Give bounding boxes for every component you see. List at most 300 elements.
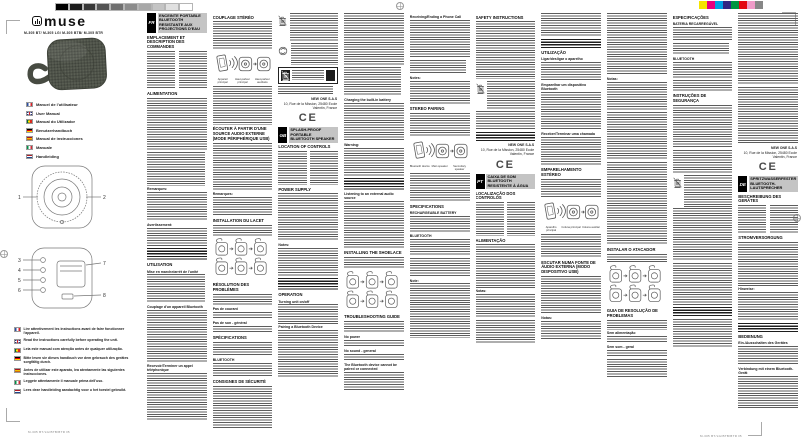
greek-paragraph [344,67,401,96]
language-label: Manuale [36,144,53,150]
grayscale-swatch [179,3,193,11]
greek-paragraph [684,175,732,206]
callout-number: 5 [18,277,21,284]
section-heading: SPÉCIFICATIONS [212,334,247,340]
color-swatch [739,1,747,9]
color-swatch [755,1,763,9]
greek-paragraph [607,13,667,75]
sub-heading: Notas: [541,316,553,321]
ce-mark: CE [758,161,778,174]
greek-paragraph [278,193,338,241]
greek-paragraph [213,143,273,191]
section-heading: POWER SUPPLY [278,186,311,192]
company-street: 10, Rue de la Mission, 25480 Ecole Valentin, France [480,147,535,157]
read-instructions-warning [14,356,140,365]
greek-paragraph [344,13,404,66]
es-flag-icon [14,368,21,373]
de-flag-icon [14,356,21,361]
brand-name: muse [44,13,87,29]
greek-paragraph [673,27,733,41]
section-heading: INSTRUÇÕES DE SEGURANÇA [672,93,707,104]
greek-paragraph [213,312,273,319]
section-heading: SPECIFICATIONS [409,203,444,209]
greek-paragraph [541,62,601,81]
company-address [477,143,535,156]
greek-paragraph [541,321,601,340]
callout-number: 4 [18,267,21,274]
section-heading: SAFETY INSTRUCTIONS [475,14,524,20]
sub-heading: Ein-/Ausschalten des Gerätes [738,341,788,346]
sub-heading: Hinweise: [738,287,755,292]
two-column-list [278,151,338,185]
section-title: SPLASH-PROOF PORTABLE BLUETOOTH SPEAKER [289,127,338,142]
greek-paragraph [213,363,273,377]
sub-heading: Pas de courant [212,307,238,312]
language-label: Benutzerhandbuch [36,127,73,133]
language-section-header [738,176,798,191]
greek-paragraph [738,292,798,321]
lanyard-steps-diagram [213,238,273,280]
column-2 [213,13,273,439]
diagram-caption: Haut-parleur auxiliaire [254,77,270,84]
section-heading: ESPECIFICAÇÕES [672,14,709,20]
sheet-code-left: M-305 BT/LG/BTB/BTR IB [28,430,70,434]
language-list-item [26,136,142,141]
section-heading: UTILISATION [147,262,173,268]
callout-number: 3 [18,257,21,264]
pt-flag-icon [14,348,21,353]
greek-paragraph [410,304,470,338]
callout-number: 1 [18,194,21,201]
greek-paragraph [291,43,338,65]
es-flag-icon [26,136,33,141]
warning-text: Bitte lesen sie dieses handbuch vor dem gebrauch des gerätes sorgfältig durch. [23,355,129,365]
language-label: Handleiding [36,153,59,159]
ce-mark: CE [298,112,318,125]
color-swatch [747,1,755,9]
read-instructions-warning [14,379,140,385]
language-label: Manual do Utilizador [36,119,76,125]
lanyard-steps-diagram [344,271,404,313]
company-street: 10, Rue de la Mission, 25480 Ecole Valentin, France [743,150,797,160]
greek-paragraph [213,21,273,50]
model-numbers: M-305 BT/ M-305 LG/ M-305 BTB/ M-305 BTR [24,31,104,35]
sub-heading: Notes: [278,243,290,248]
greek-paragraph [673,150,733,174]
greek-paragraph [344,103,404,141]
greek-paragraph [147,248,207,260]
greek-paragraph [147,152,205,186]
sub-heading: Remarques: [147,187,168,192]
greek-paragraph [673,319,733,348]
two-column-list [147,51,207,89]
sub-heading: Verbindung mit einem Bluetooth-Gerät [738,367,794,376]
sub-heading: Receber/Terminar uma chamada [541,132,596,137]
sub-heading: Emparelhar um dispositivo Bluetooth [541,83,587,92]
company-name: NEW ONE S.A.S [508,143,535,148]
section-heading: LOCALIZAÇÃO DOS CONTROLOS [475,190,516,201]
nl-flag-icon [26,154,33,159]
pt-flag-icon [26,119,33,124]
color-swatch [723,1,731,9]
warning-text: Read the instructions carefully before operating the unit. [23,338,118,343]
grayscale-swatch [165,3,179,11]
grayscale-swatch [55,3,69,11]
language-list-item [26,102,142,107]
section-heading: UTILIZAÇÃO [541,49,566,55]
column-10 [738,13,798,439]
sub-heading: The Bluetooth device cannot be paired or connected [344,362,397,371]
greek-paragraph [344,257,404,269]
greek-paragraph [476,132,536,142]
diagram-caption: Secondary speaker [453,164,466,171]
section-heading: GUIA DE RESOLUÇÃO DE PROBLEMAS [606,308,658,319]
greek-paragraph [344,148,404,177]
callout-number: 6 [18,287,21,294]
language-section-header [147,13,207,33]
greek-paragraph [607,221,667,245]
column-7 [541,13,601,439]
greek-paragraph [410,81,470,105]
greek-paragraph [278,248,338,277]
greek-paragraph [147,51,175,89]
section-heading: STEREO PAIRING [409,106,445,112]
section-heading: OPERATION [278,292,303,298]
column-8 [607,13,667,439]
weee-bin-icon [476,81,485,99]
section-heading: CONSIGNES DE SÉCURITÉ [212,378,266,384]
sub-heading: Pas de son - général [212,321,247,326]
section-heading: ALIMENTAÇÃO [475,237,506,243]
sub-heading: BLUETOOTH [212,357,235,362]
sub-heading: Mise en marche/arrêt de l'unité [147,269,199,274]
fr-flag-icon [14,327,21,332]
greek-paragraph [476,320,536,344]
greek-paragraph [290,13,338,42]
greek-paragraph [607,82,667,111]
grayscale-swatch [69,3,83,11]
sub-heading: Pairing a Bluetooth Device [278,325,323,330]
company-name: NEW ONE S.A.S [771,146,797,151]
sub-heading: No sound - general [344,348,376,353]
left-panel [10,14,142,397]
diagram-caption: Bluetooth device [409,164,430,168]
section-title: CAIXA DE SOM BLUETOOTH RESISTENTE À ÁGUA [486,174,535,189]
greek-paragraph [541,92,601,130]
it-flag-icon [14,380,21,385]
greek-paragraph [607,320,667,330]
greek-paragraph [541,234,601,258]
section-heading: INSTALLING THE SHOELACE [344,250,402,256]
greek-paragraph [607,336,667,343]
greek-paragraph [476,111,536,130]
sub-heading: Note: [409,278,419,283]
diagram-caption: Aparelho principal [545,225,557,232]
language-list-item [26,145,142,150]
company-name: NEW ONE S.A.S [311,97,338,102]
greek-paragraph [541,276,601,314]
recycle-notice [278,43,338,65]
greek-paragraph [278,304,338,323]
recycle-roundel-icon [278,43,288,61]
two-column-list [476,202,536,236]
greek-paragraph [607,162,667,220]
column-9 [673,13,733,439]
language-label: Manuel de l'utilisateur [36,102,78,107]
sub-heading: Recevoir/Terminer un appel téléphonique [147,364,193,373]
greek-paragraph [344,321,404,333]
greek-paragraph [607,350,667,357]
greek-paragraph [147,98,207,151]
greek-paragraph [344,178,404,190]
column-4 [344,13,404,439]
language-list-item [26,111,142,116]
greek-paragraph [487,81,535,110]
de-flag-icon [26,128,33,133]
speaker-front-drawing [16,163,108,241]
greek-paragraph [278,86,333,96]
sub-heading: Receiving/Ending a Phone Call [409,14,462,19]
section-heading: ALIMENTATION [147,90,178,96]
brand-logo [32,14,142,28]
product-photo [16,37,128,93]
sub-heading: Notas: [475,289,487,294]
sub-heading: BLUETOOTH [409,234,432,239]
read-instructions-warning [14,338,140,344]
greek-paragraph [738,87,798,145]
weee-notice [476,81,536,110]
language-badge: PT [476,174,485,189]
language-list-item [26,128,142,133]
diagram-captions [213,79,273,85]
greek-paragraph [476,202,504,236]
language-badge: GB [278,127,287,142]
battery-bin-icon [281,70,290,81]
greek-paragraph [147,373,207,421]
grayscale-swatch [96,3,110,11]
company-address [279,97,337,110]
callout-number: 8 [103,292,106,299]
read-instructions-warning [14,388,140,394]
registration-crosshair [396,2,404,10]
section-heading: STROMVERSORGUNG [738,235,783,241]
grayscale-swatch [124,3,138,11]
language-badge: FR [147,13,156,33]
greek-paragraph [410,283,470,302]
column-6 [476,13,536,439]
grayscale-swatch [152,3,166,11]
sub-heading: Notas: [606,77,618,82]
sub-heading: No power [344,335,361,340]
column-3 [278,13,338,439]
greek-paragraph [738,13,798,85]
greek-paragraph [507,202,535,236]
greek-paragraph [213,86,273,124]
greek-paragraph [476,244,536,287]
diagram-caption: Main speaker [431,164,448,168]
greek-paragraph [673,80,733,92]
grayscale-swatch [83,3,97,11]
diagram-captions [410,166,470,172]
warning-text: Lire attentivement les instructions avant de faire fonctionner l'appareil. [23,326,125,335]
greek-paragraph [410,258,470,277]
column-1 [147,13,207,439]
color-swatch [731,1,739,9]
gb-flag-icon [14,339,21,344]
column-5 [410,13,470,439]
section-heading: RÉSOLUTION DES PROBLÈMES [212,282,250,292]
muse-logo-icon [32,16,42,26]
greek-paragraph [738,323,798,333]
weee-notice [673,175,733,206]
sub-heading: Sem som - geral [606,345,634,350]
color-swatch [715,1,723,9]
sheet-code-right: M-305 BT/LG/BTB/BTR IB [700,434,742,438]
color-calibration-bar [699,1,763,9]
section-title: SPRITZWASSERFESTER BLUETOOTH-LAUTSPRECHER [750,176,797,191]
warning-text: Leggete attentamente il manuale prima dell'uso. [23,379,104,384]
color-swatch [699,1,707,9]
company-address [739,146,797,159]
sub-heading: Turning unit on/off [278,299,310,304]
greek-paragraph [541,39,601,49]
language-label: Manual de instrucciones [36,136,83,142]
greek-paragraph [410,113,470,137]
section-heading: LOCATION OF CONTROLS [278,144,331,150]
color-swatch [707,1,715,9]
weee-bin-icon [278,13,287,31]
company-street: 10, Rue de la Mission, 25480 Ecole Valentin, France [283,101,338,111]
greek-paragraph [310,151,338,185]
registration-crosshair [0,250,8,258]
section-heading: BESCHREIBUNG DES GERÄTES [738,193,782,204]
section-heading: EMPLACEMENT ET DESCRIPTION DES COMMANDES [147,34,185,49]
greek-paragraph [607,254,667,264]
sub-heading: Sem alimentação [606,331,636,336]
section-heading: EMPARELHAMENTO ESTÉREO [541,167,582,177]
greek-paragraph [213,342,273,356]
greek-paragraph [673,263,733,306]
greek-paragraph [213,197,273,216]
greek-paragraph [213,326,273,333]
language-label: User Manual [36,110,60,116]
greek-paragraph [147,192,207,221]
greek-paragraph [410,60,466,74]
diagram-caption: Haut-parleur principal [235,77,251,84]
diagram-caption: Coluna principal [561,225,581,229]
sub-heading: BLUETOOTH [672,56,695,61]
sub-heading: BATERIA RECARREGÁVEL [672,22,719,27]
greek-paragraph [410,173,470,202]
greek-paragraph [673,208,733,261]
warning-text: Lees deze handleiding aandachtig voor u het toestel gebruikt. [23,388,127,393]
greek-paragraph [147,310,207,363]
sub-heading: Avertissement: [147,222,173,227]
greek-paragraph [278,151,306,185]
language-list-item [26,119,142,124]
diagram-caption: Appareil principal [217,77,228,84]
sub-heading: Listening to an external audio source [344,191,394,200]
greek-paragraph [738,346,798,365]
section-heading: BEDIENUNG [738,333,763,339]
section-heading: ÉCOUTER À PARTIR D'UNE SOURCE AUDIO EXTERNE (MODE PÉRIPHÉRIQUE USB) [212,126,270,141]
greek-paragraph [738,242,798,285]
greek-paragraph [410,216,470,233]
stereo-pairing-diagram [213,52,273,85]
sub-heading: Couplage d'un appareil Bluetooth [147,304,203,309]
nl-flag-icon [14,389,21,394]
gb-flag-icon [26,111,33,116]
diagram-captions [541,227,601,233]
callout-number: 7 [103,260,106,267]
greek-paragraph [607,112,667,160]
greek-paragraph [738,205,766,234]
greek-paragraph [292,70,324,80]
language-list-item [26,154,142,159]
battery-chemistry-icon [326,70,335,81]
two-column-list [738,205,798,234]
section-title: ENCEINTE PORTABLE BLUETOOTH RESISTANTE AUX PROJECTIONS D'EAU [158,13,207,33]
greek-paragraph [673,307,733,317]
section-heading: INSTALLATION DU LACET [212,217,264,223]
greek-paragraph [738,376,798,410]
warning-text: Antes de utilizar este aparato, lea atentamente las siguientes instrucciones. [23,367,125,376]
greek-paragraph [541,13,601,37]
language-list [26,102,142,159]
sub-heading: Charging the built-in battery [344,97,391,102]
sub-heading: Notes: [409,75,421,80]
greek-paragraph [673,62,733,79]
greek-paragraph [147,274,205,303]
language-badge: DE [738,176,747,191]
read-instructions-warning [14,368,140,377]
greek-paragraph [344,340,404,347]
greek-paragraph [673,43,730,55]
text-columns [147,13,798,439]
read-instructions-warning [14,327,140,336]
diagram-caption: Coluna auxiliar [582,225,600,229]
greek-paragraph [410,239,470,256]
warning-list [14,327,140,394]
it-flag-icon [26,145,33,150]
sub-heading: Warning: [344,142,360,147]
greek-paragraph [213,386,273,429]
greek-paragraph [344,372,404,391]
crop-mark [6,408,20,422]
section-heading: ESCUTAR NUMA FONTE DE ÁUDIO EXTERNA (MODO DISPOSITIVO USB) [541,259,596,275]
grayscale-swatch [110,3,124,11]
grayscale-calibration-bar [55,3,193,11]
greek-paragraph [278,278,338,290]
greek-paragraph [476,294,536,318]
greek-paragraph [213,294,273,306]
sub-heading: Remarques: [212,192,233,197]
greek-paragraph [344,354,404,361]
lanyard-steps-diagram [607,265,667,307]
greek-paragraph [541,137,601,166]
greek-paragraph [344,201,404,249]
weee-notice [278,13,338,42]
greek-paragraph [278,330,338,378]
sub-heading: Ligar/desligar o aparelho [541,57,583,62]
read-instructions-warning [14,347,140,353]
greek-paragraph [607,359,667,378]
stereo-pairing-diagram [410,139,470,172]
greek-paragraph [673,105,733,148]
grayscale-swatch [138,3,152,11]
language-section-header [278,127,338,142]
greek-paragraph [147,228,207,247]
